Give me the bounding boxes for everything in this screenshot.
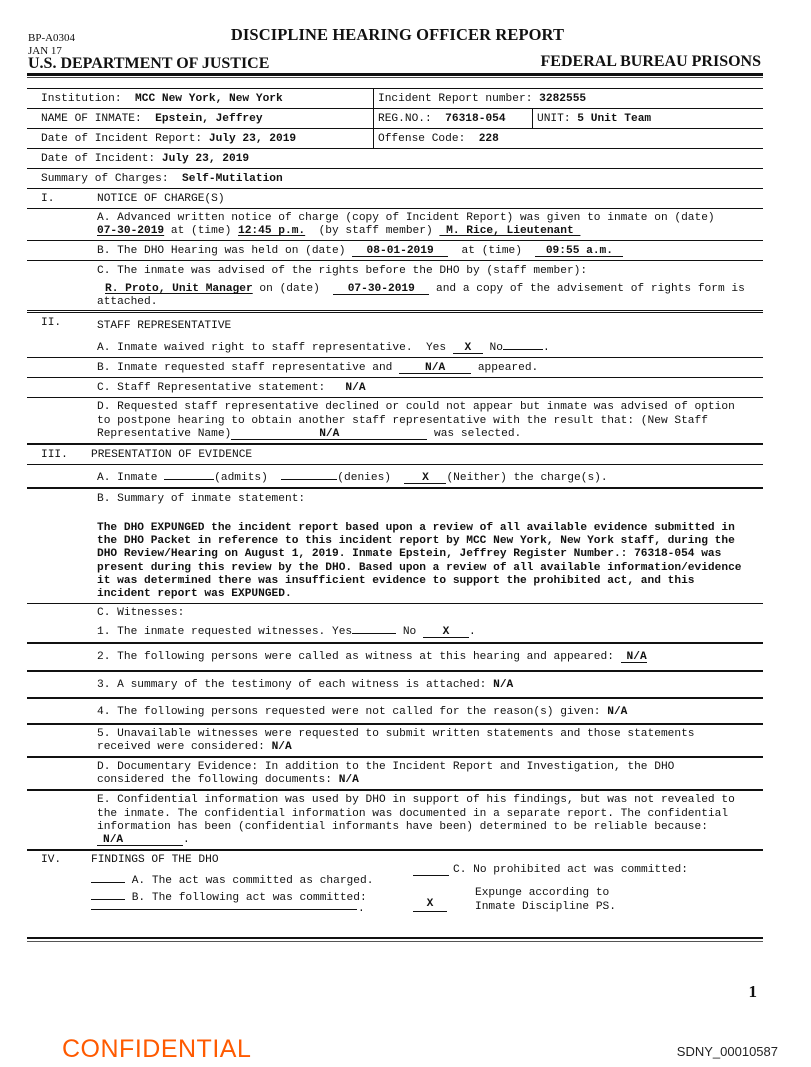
notice-a: [27, 209, 763, 241]
staff-rep-d-rest: was selected.: [427, 427, 522, 440]
inmate-statement-summary: The DHO EXPUNGED the incident report based upon a review of all available evidence submitted in the DHO Packet in reference to this incident report by MCC New York, New York staff, during the DHO Review/Hearing on August 1, 2019. Inmate Epstein, Jeffrey Register Number.: 76318-054 was present during this review by the DHO. Based upon a review of all available information/evidence it was determined there was insufficient evidence to support the prohibited act, and this incident report was EXPUNGED.: [97, 522, 742, 601]
staff-rep-statement-label: C. Staff Representative statement:: [97, 382, 346, 395]
section-number: I.: [41, 193, 55, 205]
staff-rep-statement: N/A: [345, 382, 366, 395]
confidential-info-text: E. Confidential information was used by DHO in support of his findings, but was not revealed to the inmate. The confidential information was documented in a separate report. The confidential information has been (confidential informants have been) determined to be reliable because:: [97, 794, 735, 833]
staff-rep-b: [27, 358, 763, 378]
finding-b-period: .: [358, 903, 365, 916]
notice-date: 07-30-2019: [97, 225, 165, 238]
section-title: FINDINGS OF THE DHO: [91, 854, 219, 867]
section-title: PRESENTATION OF EVIDENCE: [91, 449, 253, 462]
incident-report-label: Incident Report number:: [378, 93, 533, 105]
witnesses-4: [27, 699, 763, 725]
documentary-evidence-value: N/A: [338, 774, 359, 787]
denies-mark: [281, 468, 337, 480]
document-title: DISCIPLINE HEARING OFFICER REPORT: [230, 25, 565, 44]
header-divider-thin: [27, 77, 763, 78]
not-called-value: N/A: [607, 705, 628, 718]
reg-no-field: [374, 109, 533, 128]
inmate-value: Epstein, Jeffrey: [155, 113, 263, 125]
evidence-b: [27, 489, 763, 604]
row-report-date: [27, 129, 763, 149]
header-divider: [27, 73, 763, 76]
institution-value: MCC New York, New York: [135, 93, 283, 105]
staff-rep-d-text: D. Requested staff representative declined or could not appear but inmate was advised of option to postpone hearing to obtain another staff representative with the result that: (New Staff Representative Name): [97, 401, 735, 440]
inmate-label: NAME OF INMATE:: [41, 113, 142, 125]
institution-label: Institution:: [41, 93, 122, 105]
form-date: JAN 17: [28, 45, 62, 57]
section-number: III.: [41, 449, 68, 462]
plea-label: A. Inmate: [97, 472, 165, 485]
charges-value: Self-Mutilation: [182, 173, 283, 185]
offense-code-value: 228: [478, 133, 499, 145]
notice-at-time-label: at (time): [164, 225, 238, 238]
rights-date: 07-30-2019: [333, 283, 429, 295]
evidence-a: [27, 465, 763, 489]
witnesses-called-text: 2. The following persons were called as witness at this hearing and appeared:: [97, 650, 621, 663]
row-institution: [27, 88, 763, 109]
staff-rep-b-text: B. Inmate requested staff representative and: [97, 362, 400, 375]
form-number: BP-A0304: [28, 32, 76, 44]
section-number: II.: [41, 317, 62, 330]
incident-date-value: July 23, 2019: [161, 153, 250, 165]
finding-b: [91, 888, 367, 904]
inmate-field: [27, 109, 374, 128]
witnesses-no-mark: X: [423, 626, 469, 638]
row-incident-date: [27, 149, 763, 169]
staff-rep-appeared: N/A: [399, 362, 471, 374]
testimony-text: 3. A summary of the testimony of each witness is attached:: [97, 678, 494, 691]
notice-b: [27, 241, 763, 261]
dho-report-form: [27, 88, 763, 937]
witnesses-no-label: No: [396, 626, 423, 639]
waived-no-label: No: [482, 342, 503, 355]
new-staff-rep-name: N/A: [231, 428, 427, 440]
section-title: STAFF REPRESENTATIVE: [97, 320, 232, 333]
waived-yes-mark: X: [453, 342, 483, 354]
witnesses-3: [27, 672, 763, 699]
expunge-mark: X: [413, 897, 447, 912]
finding-c-text: C. No prohibited act was committed:: [453, 864, 688, 877]
unit-label: UNIT:: [537, 113, 571, 125]
witnesses-called-value: N/A: [621, 651, 647, 663]
section-title: NOTICE OF CHARGE(S): [97, 193, 225, 205]
hearing-date-label: B. The DHO Hearing was held on (date): [97, 245, 353, 258]
witnesses-title: C. Witnesses:: [97, 607, 185, 620]
department-name: U.S. DEPARTMENT OF JUSTICE: [28, 55, 270, 72]
finding-a-mark: [91, 871, 125, 883]
rights-date-label: on (date): [259, 283, 327, 296]
witnesses-yes-mark: [352, 622, 396, 634]
finding-b-text: B. The following act was committed:: [131, 892, 367, 905]
unavailable-witnesses-text: 5. Unavailable witnesses were requested to submit written statements and those statements received were considered:: [97, 727, 695, 753]
finding-a-text: A. The act was committed as charged.: [131, 875, 374, 888]
section-2-body: STAFF REPRESENTATIVE A. Inmate waived right to staff representative. Yes X No .: [97, 313, 763, 357]
incident-date-label: Date of Incident:: [41, 153, 156, 165]
admits-label: (admits): [214, 472, 275, 485]
neither-label: (Neither) the charge(s).: [446, 472, 608, 485]
form-end-divider: [27, 937, 763, 939]
document-header: [0, 0, 811, 85]
finding-c-mark: [413, 875, 449, 876]
testimony-value: N/A: [493, 678, 514, 691]
notice-c: [27, 261, 763, 311]
notice-by-staff-label: (by staff member): [305, 225, 440, 238]
incident-report-field: [374, 89, 763, 108]
witnesses-requested-text: 1. The inmate requested witnesses. Yes: [97, 626, 353, 639]
not-called-text: 4. The following persons requested were not called for the reason(s) given:: [97, 705, 608, 718]
offense-code-label: Offense Code:: [378, 133, 466, 145]
confidential-info: E. Confidential information was used by DHO in support of his findings, but was not revealed to the inmate. The confidential information was documented in a separate report. The confidential information has been (confidential informants have been) determined to be reliable because: N/A .: [27, 791, 763, 851]
expunge-text: Expunge according to Inmate Discipline PS.: [475, 887, 616, 913]
finding-b-mark: [91, 888, 125, 900]
agency-name: FEDERAL BUREAU PRISONS: [540, 53, 761, 70]
institution-field: [27, 89, 374, 108]
hearing-time: 09:55 a.m.: [535, 245, 623, 257]
notice-staff: M. Rice, Lieutenant: [439, 225, 581, 238]
documentary-evidence-text: D. Documentary Evidence: In addition to the Incident Report and Investigation, the DHO considered the following documents:: [97, 761, 675, 787]
admits-mark: [164, 468, 214, 480]
notice-c-text: C. The inmate was advised of the rights before the DHO by (staff member):: [97, 265, 588, 278]
rights-rest-text: and a copy of the advisement of rights form is attached.: [97, 283, 745, 309]
staff-rep-c: [27, 378, 763, 398]
charges-label: Summary of Charges:: [41, 173, 169, 185]
unavailable-witnesses-value: N/A: [271, 740, 292, 753]
report-date-value: July 23, 2019: [208, 133, 297, 145]
rights-advised-by: R. Proto, Unit Manager: [105, 283, 253, 296]
documentary-evidence: [27, 758, 763, 791]
staff-rep-d: [27, 398, 763, 445]
inmate-statement-label: B. Summary of inmate statement:: [97, 493, 306, 506]
section-number: IV.: [41, 854, 62, 867]
section-1-header: [27, 189, 763, 209]
bates-number: SDNY_00010587: [676, 1044, 778, 1059]
witnesses-5: [27, 725, 763, 758]
hearing-date: 08-01-2019: [352, 245, 448, 257]
report-date-label: Date of Incident Report:: [41, 133, 203, 145]
reg-no-value: 76318-054: [445, 113, 506, 125]
section-2-header: [27, 312, 763, 358]
reg-no-label: REG.NO.:: [378, 113, 432, 125]
witnesses-1: C. Witnesses: 1. The inmate requested witnesses. Yes No X .: [27, 604, 763, 643]
page-number: 1: [748, 982, 757, 1001]
confidential-info-value: N/A: [97, 834, 183, 846]
hearing-time-label: at (time): [448, 245, 529, 258]
row-charges: [27, 169, 763, 189]
offense-code-field: [374, 129, 763, 148]
finding-b-blank-line: [91, 909, 357, 910]
waived-text: A. Inmate waived right to staff representative. Yes: [97, 342, 453, 355]
finding-a: [91, 871, 373, 887]
section-3-header: [27, 445, 763, 465]
section-4-findings: [27, 851, 763, 937]
row-inmate: [27, 109, 763, 129]
notice-time: 12:45 p.m.: [238, 225, 306, 238]
incident-report-value: 3282555: [539, 93, 587, 105]
notice-a-text: A. Advanced written notice of charge (copy of Incident Report) was given to inmate on (date): [97, 212, 715, 224]
neither-mark: X: [404, 472, 446, 484]
staff-rep-b-rest: appeared.: [471, 362, 539, 375]
waived-no-mark: [503, 338, 543, 350]
unit-value: 5 Unit Team: [577, 113, 652, 125]
form-end-divider-thin: [27, 941, 763, 942]
unit-field: [533, 109, 763, 128]
report-date-field: [27, 129, 374, 148]
confidential-stamp: CONFIDENTIAL: [62, 1035, 252, 1063]
denies-label: (denies): [337, 472, 398, 485]
witnesses-2: [27, 644, 763, 672]
